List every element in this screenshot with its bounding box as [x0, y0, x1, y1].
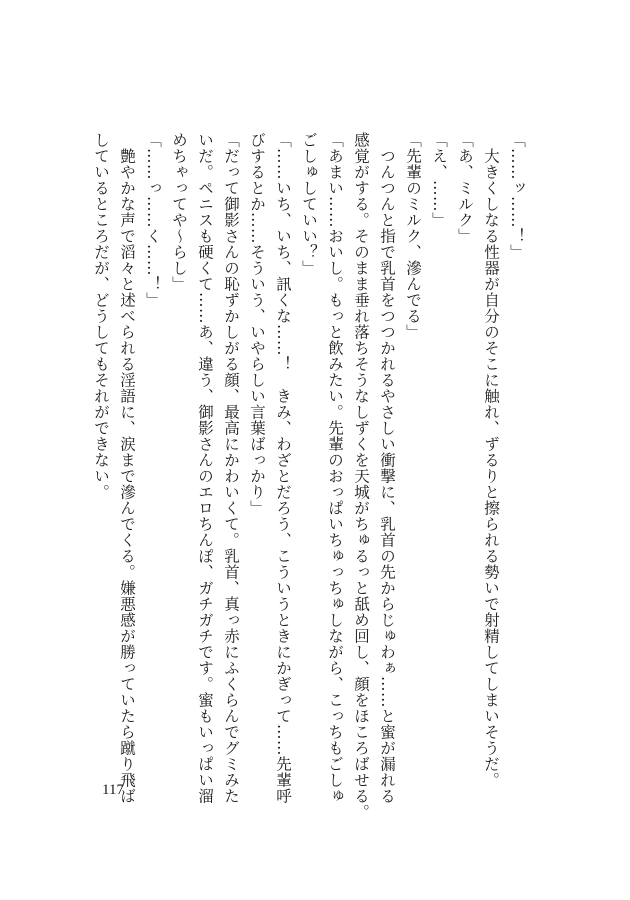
text-line: 「あ、ミルク」	[456, 132, 474, 244]
text-line: ごしゅしていい？」	[300, 132, 318, 276]
text-line: 艶やかな声で滔々と述べられる淫語に、涙まで滲んでくる。嫌悪感が勝っていたら蹴り飛ば	[118, 147, 136, 804]
text-line: つんつんと指で乳首をつつかれるやさしい衝撃に、乳首の先からじゅわぁ……と蜜が漏れる	[378, 147, 396, 804]
text-line: 「……ッ……！」	[508, 132, 526, 260]
text-line: 「え、……」	[430, 132, 448, 228]
text-line: 「……っ……く……！」	[144, 132, 162, 308]
page-number: 117	[102, 782, 124, 798]
text-line: 「あまい……おいし。もっと飲みたい。先輩のおっぱいちゅっちゅしながら、こっちもごしゅ	[326, 132, 344, 804]
text-line: 感覚がする。そのまま垂れ落ちそうなしずくを天城がちゅるっと舐め回し、顔をほころばせる。	[352, 132, 370, 820]
text-line: いだ。ペニスも硬くて……あ、違う、御影さんのエロちんぽ、ガチガチです。蜜もいっぱい溜	[196, 132, 214, 804]
text-line: 「だって御影さんの恥ずかしがる顔、最高にかわいくて。乳首、真っ赤にふくらんでグミみた	[222, 132, 240, 804]
text-line: びするとか……そういう、いやらしい言葉ばっかり」	[248, 132, 266, 516]
text-line: 大きくしなる性器が自分のそこに触れ、ずるりと擦られる勢いで射精してしまいそうだ。	[482, 147, 500, 788]
text-line: 「先輩のミルク、滲んでる」	[404, 132, 422, 340]
text-line: めちゃってや～らし」	[170, 132, 188, 292]
text-line: しているところだが、どうしてもそれができない。	[92, 132, 110, 500]
text-line: 「……いち、いち、訊くな……！ きみ、わざとだろう、こういうときにかぎって……先輩呼	[274, 132, 292, 804]
